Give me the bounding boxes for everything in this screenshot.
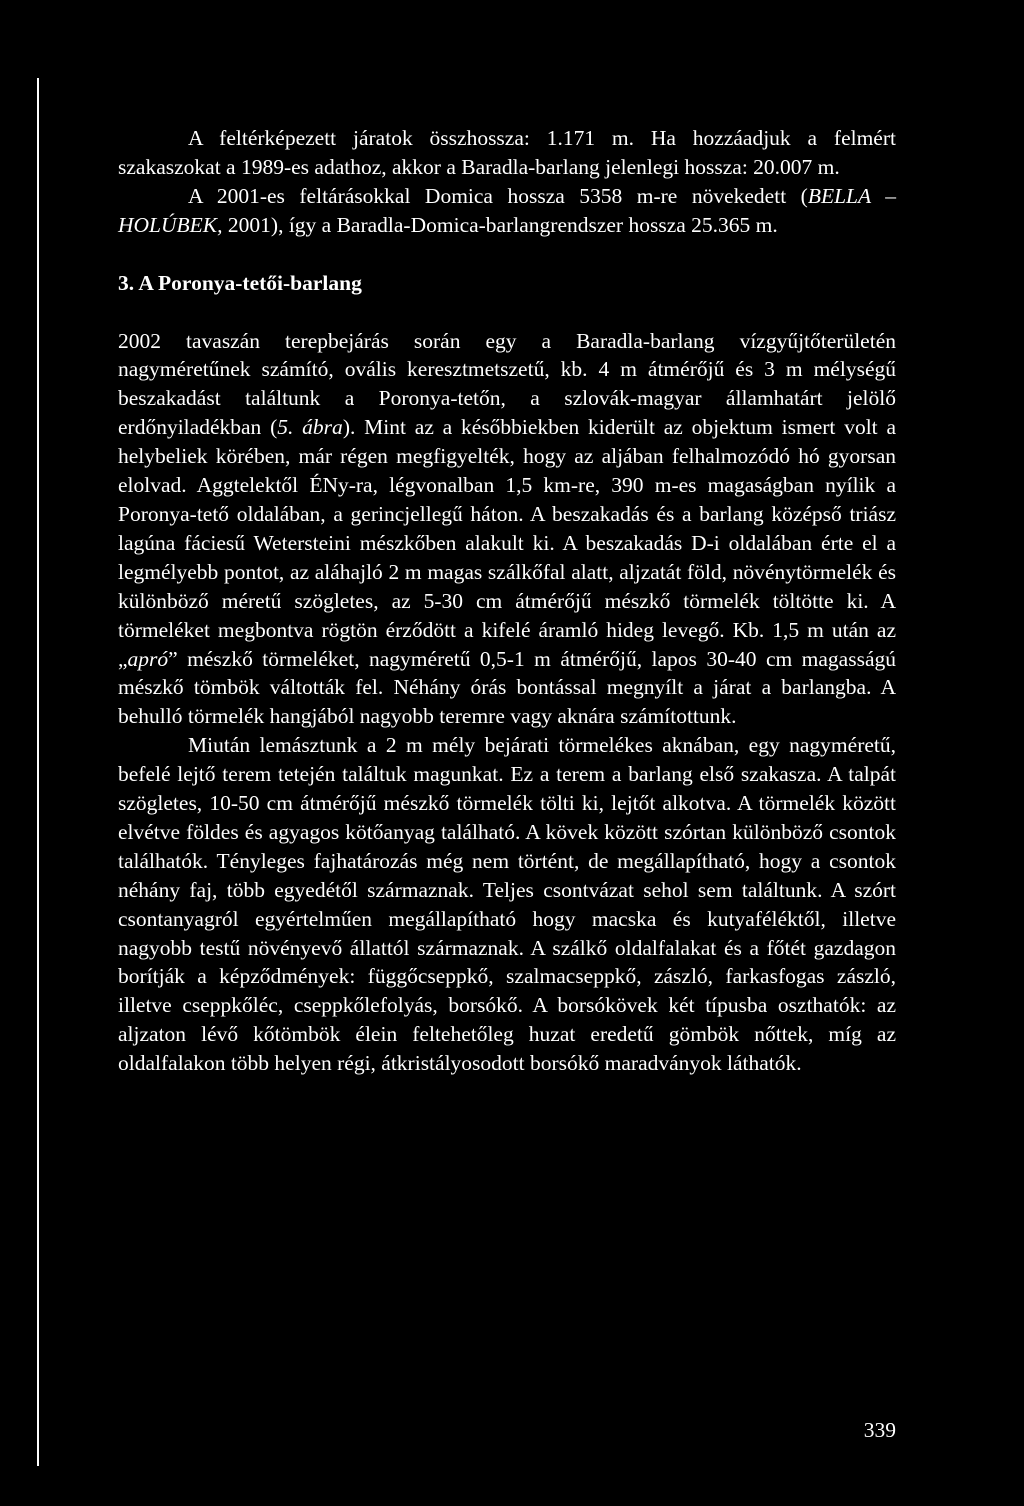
figure-reference: 5. ábra — [277, 415, 343, 440]
body1-after: ). Mint az a későbbiekben kiderült az objektum ismert volt a helybeliek körében, már régen megfigyelték, hogy az aljában felhalmozódó hó gyorsan elolvad. Aggtelektől ÉNy-ra, légvonalban 1,5 km-re, 390 m-es magaságban nyílik a Poronya-tető oldalában, a gerincjellegű háton. A beszakadás és a barlang középső triász lagúna fáciesű Wetersteini mészkőben alakult ki. A beszakadás D-i oldalában érte el a legmélyebb pontot, az aláhajló 2 m magas szálkőfal alatt, aljzatát föld, növénytörmelék és különböző méretű szögletes, az 5-30 cm átmérőjű mészkő törmelék töltötte ki. A törmeléket megbontva rögtön érződött a kifelé áramló hideg levegő. Kb. 1,5 m után az „ — [118, 415, 896, 671]
paragraph-intro-1: A feltérképezett járatok összhossza: 1.171 m. Ha hozzáadjuk a felmért szakaszokat a 1989-es adathoz, akkor a Baradla-barlang jelenlegi hossza: 20.007 m. — [118, 126, 896, 179]
page-text — [118, 124, 896, 1078]
intro2-before: A 2001-es feltárásokkal Domica hossza 5358 m-re növekedett ( — [188, 183, 808, 208]
paragraph-intro-2 — [118, 182, 896, 240]
body1-italic-word: apró — [127, 646, 169, 671]
left-margin-line — [37, 78, 39, 1466]
paragraph-body-2: Miután lemásztunk a 2 m mély bejárati törmelékes aknában, egy nagyméretű, befelé lejtő terem tetején találtuk magunkat. Ez a terem a barlang első szakasza. A talpát szögletes, 10-50 cm átmérőjű mészkő törmelék tölti ki, lejtőt alkotva. A törmelék között elvétve földes és agyagos kötőanyag található. A kövek között szórtan különböző csontok találhatók. Tényleges fajhatározás még nem történt, de megállapítható, hogy a csontok néhány faj, több egyedétől származnak. Teljes csontvázat sehol sem találtunk. A szórt csontanyagról egyértelműen megállapítható hogy macska és kutyaféléktől, illetve nagyobb testű növényevő állattól származnak. A szálkő oldalfalakat és a főtét gazdagon borítják a képződmények: függőcseppkő, szalmacseppkő, zászló, farkasfogas zászló, illetve cseppkőléc, cseppkőlefolyás, borsókő. A borsókövek két típusba oszthatók: az aljzaton lévő kőtömbök élein feltehetőleg huzat eredetű gömbök nőttek, míg az oldalfalakon több helyen régi, átkristályosodott borsókő maradványok láthatók. — [118, 733, 896, 1076]
section-heading: 3. A Poronya-tetői-barlang — [118, 270, 362, 295]
intro2-after: 2001), így a Baradla-Domica-barlangrendszer hossza 25.365 m. — [222, 212, 778, 237]
body1-before: 2002 tavaszán terepbejárás során egy a Baradla-barlang vízgyűjtőterületén nagyméretűnek számító, ovális keresztmetszetű, kb. 4 m átmérőjű és 3 m mélységű beszakadást találtunk a Poronya-tetőn, a szlovák-magyar államhatárt jelölő erdőnyiladékban ( — [118, 328, 896, 440]
intro2-citation: BELLA –HOLÚBEK, — [118, 183, 896, 237]
page-number: 339 — [863, 1418, 896, 1442]
paragraph-body-1 — [118, 327, 896, 732]
body1-after2: ” mészkő törmeléket, nagyméretű 0,5-1 m átmérőjű, lapos 30-40 cm magasságú mészkő tömbök váltották fel. Néhány órás bontással megnyílt a járat a barlangba. A behulló törmelék hangjából nagyobb teremre vagy aknára számítottunk. — [118, 646, 896, 729]
